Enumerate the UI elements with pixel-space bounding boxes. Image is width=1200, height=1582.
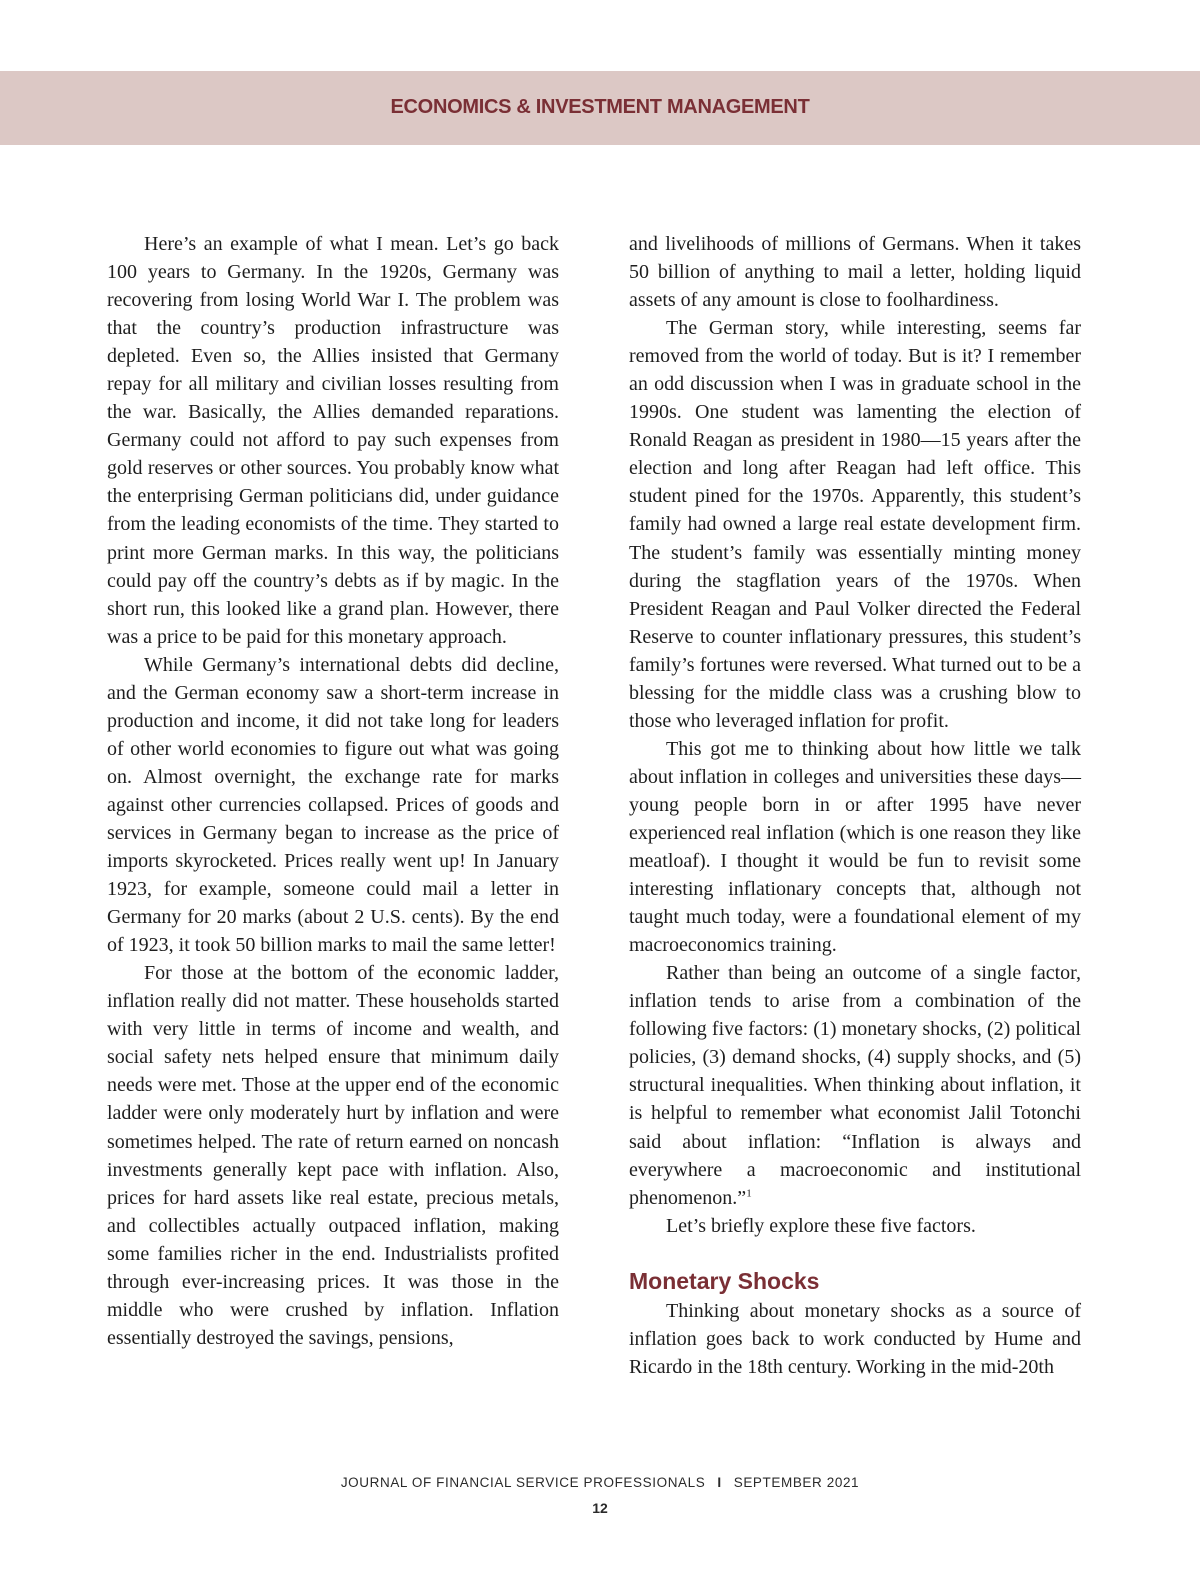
section-header-title: ECONOMICS & INVESTMENT MANAGEMENT [390, 96, 810, 118]
paragraph: For those at the bottom of the economic ladder, inflation really did not matter. These households started with very little in terms of income and wealth, and social safety nets helped ensure that minimum daily needs were met. Those at the upper end of the economic ladder were only moderately hurt by inflation and were sometimes helped. The rate of return earned on noncash investments generally kept pace with inflation. Also, prices for hard assets like real estate, precious metals, and collectibles actually outpaced inflation, making some families richer in the end. Industrialists profited through ever-increasing prices. It was those in the middle who were crushed by inflation. Inflation essentially destroyed the savings, pensions, [107, 962, 559, 1349]
footer-journal-line [0, 1475, 1200, 1490]
paragraph: Let’s briefly explore these five factors. [666, 1214, 976, 1237]
right-column [629, 230, 1081, 1381]
footnote-marker: 1 [746, 1186, 752, 1199]
journal-name: JOURNAL OF FINANCIAL SERVICE PROFESSIONALS [340, 1475, 706, 1490]
paragraph: Here’s an example of what I mean. Let’s go back 100 years to Germany. In the 1920s, Germany was recovering from losing World War I. The problem was that the country’s production infrastructure was depleted. Even so, the Allies insisted that Germany repay for all military and civilian losses resulting from the war. Basically, the Allies demanded reparations. Germany could not afford to pay such expenses from gold reserves or other sources. You probably know what the enterprising German politicians did, under guidance from the leading economists of the time. They started to print more German marks. In this way, the politicians could pay off the country’s debts as if by magic. In the short run, this looked like a grand plan. However, there was a price to be paid for this monetary approach. [107, 233, 559, 648]
paragraph-continued: and livelihoods of millions of Germans. When it takes 50 billion of anything to mail a letter, holding liquid assets of any amount is close to foolhardiness. [629, 233, 1081, 312]
left-column [107, 230, 559, 1352]
paragraph: This got me to thinking about how little we talk about inflation in colleges and universities these days—young people born in or after 1995 have never experienced real inflation (which is one reason they like meatloaf). I thought it would be fun to revisit some interesting inflationary concepts that, although not taught much today, were a foundational element of my macroeconomics training. [629, 737, 1081, 957]
paragraph-with-quote [629, 959, 1081, 1211]
paragraph: The German story, while interesting, seems far removed from the world of today. But is it? I remember an odd discussion when I was in graduate school in the 1990s. One student was lamenting the election of Ronald Reagan as president in 1980—15 years after the election and long after Reagan had left office. This student pined for the 1970s. Apparently, this student’s family had owned a large real estate development firm. The student’s family was essentially minting money during the stagflation years of the 1970s. When President Reagan and Paul Volker directed the Federal Reserve to counter inflationary pressures, this student’s family’s fortunes were reversed. What turned out to be a blessing for the middle class was a crushing blow to those who leveraged inflation for profit. [629, 317, 1081, 732]
paragraph: While Germany’s international debts did decline, and the German economy saw a short-term increase in production and income, it did not take long for leaders of other world economies to figure out what was going on. Almost overnight, the exchange rate for marks against other currencies collapsed. Prices of goods and services in Germany began to increase as the price of imports skyrocketed. Prices really went up! In January 1923, for example, someone could mail a letter in Germany for 20 marks (about 2 U.S. cents). By the end of 1923, it took 50 billion marks to mail the same letter! [107, 653, 559, 957]
issue-date: SEPTEMBER 2021 [733, 1475, 860, 1490]
section-heading: Monetary Shocks [629, 1267, 820, 1294]
quote-text: Rather than being an outcome of a single factor, inflation tends to arise from a combination of the following five factors: (1) monetary shocks, (2) political policies, (3) demand shocks, (4) supply shocks, and (5) structural inequalities. When thinking about inflation, it is helpful to remember what economist Jalil Totonchi said about inflation: “Inflation is always and everywhere a macroeconomic and institutional phenomenon.” [629, 962, 1081, 1209]
page-number: 12 [592, 1500, 608, 1516]
footer-separator: I [717, 1475, 722, 1490]
paragraph: Thinking about monetary shocks as a source of inflation goes back to work conducted by Hume and Ricardo in the 18th century. Working in the mid-20th [629, 1299, 1081, 1378]
